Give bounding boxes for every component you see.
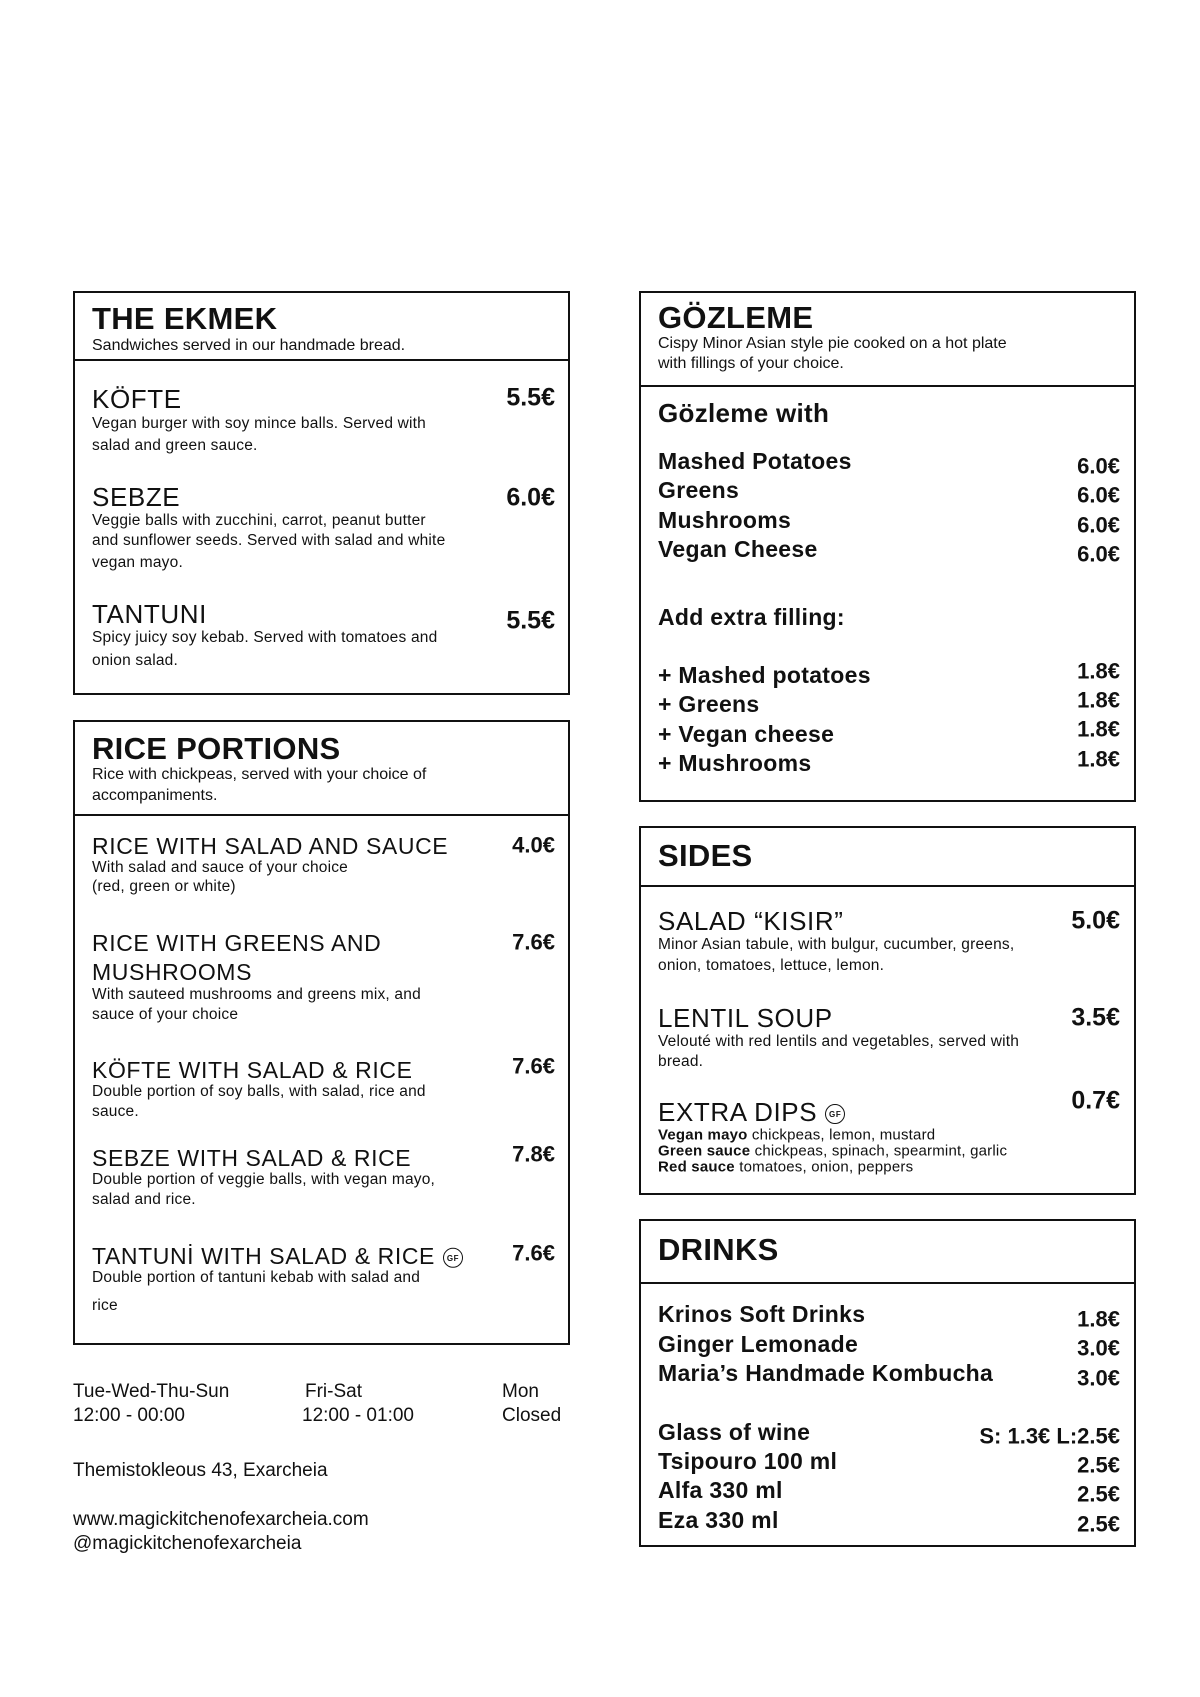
gluten-free-icon: GF bbox=[443, 1248, 463, 1268]
extra-price: 1.8€ bbox=[1077, 687, 1120, 713]
item-price: 5.5€ bbox=[506, 606, 555, 635]
drink-item: Krinos Soft Drinks bbox=[658, 1300, 866, 1327]
item-desc: Vegan burger with soy mince balls. Served with bbox=[92, 415, 427, 433]
section-subtitle: Sandwiches served in our handmade bread. bbox=[92, 336, 406, 354]
item-price: 5.5€ bbox=[506, 383, 555, 412]
drink-item: Eza 330 ml bbox=[658, 1506, 779, 1533]
item-desc: Double portion of tantuni kebab with salad and bbox=[92, 1269, 421, 1287]
item-name-text: EXTRA DIPS bbox=[658, 1097, 818, 1128]
item-desc: salad and green sauce. bbox=[92, 437, 258, 455]
hours-days: Mon bbox=[502, 1381, 539, 1403]
drink-price: 2.5€ bbox=[1077, 1481, 1120, 1507]
item-desc: onion, tomatoes, lettuce, lemon. bbox=[658, 957, 885, 975]
instagram-link[interactable]: @magickitchenofexarcheia bbox=[73, 1533, 302, 1555]
item-name: LENTIL SOUP bbox=[658, 1003, 833, 1034]
extra-item: + Mushrooms bbox=[658, 749, 812, 776]
item-name: SALAD “KISIR” bbox=[658, 906, 844, 937]
drink-item: Ginger Lemonade bbox=[658, 1330, 859, 1357]
item-desc: With salad and sauce of your choice bbox=[92, 859, 348, 877]
dip-line bbox=[658, 1158, 913, 1175]
item-name bbox=[92, 1243, 463, 1269]
address: Themistokleous 43, Exarcheia bbox=[73, 1460, 328, 1482]
section-title: SIDES bbox=[658, 838, 753, 874]
gluten-free-icon: GF bbox=[825, 1104, 845, 1124]
item-name: SEBZE bbox=[92, 482, 181, 513]
extra-filling-label: Add extra filling: bbox=[658, 603, 845, 630]
hours-days: Fri-Sat bbox=[305, 1381, 362, 1403]
item-price: 4.0€ bbox=[512, 832, 555, 858]
dip-text: chickpeas, spinach, spearmint, garlic bbox=[750, 1142, 1008, 1160]
divider bbox=[641, 1282, 1134, 1284]
dip-text: chickpeas, lemon, mustard bbox=[747, 1126, 936, 1144]
section-title: THE EKMEK bbox=[92, 301, 278, 337]
item-price: 7.6€ bbox=[512, 929, 555, 955]
website-link[interactable]: www.magickitchenofexarcheia.com bbox=[73, 1509, 369, 1531]
item-desc: Veggie balls with zucchini, carrot, peanut butter bbox=[92, 512, 426, 530]
section-subtitle: accompaniments. bbox=[92, 786, 218, 804]
dip-line bbox=[658, 1142, 1007, 1159]
drink-item: Glass of wine bbox=[658, 1418, 811, 1445]
gozleme-price: 6.0€ bbox=[1077, 482, 1120, 508]
section-subtitle: with fillings of your choice. bbox=[658, 354, 844, 372]
item-desc: onion salad. bbox=[92, 652, 178, 670]
dip-text: tomatoes, onion, peppers bbox=[734, 1158, 914, 1176]
section-subtitle: Rice with chickpeas, served with your choice of bbox=[92, 765, 427, 783]
item-price: 7.8€ bbox=[512, 1141, 555, 1167]
item-desc: and sunflower seeds. Served with salad and white bbox=[92, 532, 446, 550]
gozleme-item: Mashed Potatoes bbox=[658, 447, 852, 474]
item-desc: (red, green or white) bbox=[92, 878, 236, 896]
item-name bbox=[658, 1098, 845, 1128]
item-name-text: TANTUNİ WITH SALAD & RICE bbox=[92, 1242, 435, 1269]
divider bbox=[75, 814, 568, 816]
section-title: DRINKS bbox=[658, 1232, 779, 1268]
item-desc: vegan mayo. bbox=[92, 554, 183, 572]
gozleme-price: 6.0€ bbox=[1077, 541, 1120, 567]
item-name: KÖFTE bbox=[92, 384, 182, 415]
extra-price: 1.8€ bbox=[1077, 658, 1120, 684]
dip-label: Vegan mayo bbox=[658, 1126, 748, 1144]
gozleme-price: 6.0€ bbox=[1077, 512, 1120, 538]
item-desc: salad and rice. bbox=[92, 1191, 196, 1209]
section-subtitle: Cispy Minor Asian style pie cooked on a hot plate bbox=[658, 334, 1007, 352]
drink-item: Maria’s Handmade Kombucha bbox=[658, 1359, 994, 1386]
extra-item: + Mashed potatoes bbox=[658, 661, 871, 688]
dip-line bbox=[658, 1126, 935, 1143]
extra-item: + Vegan cheese bbox=[658, 720, 835, 747]
dip-label: Red sauce bbox=[658, 1158, 735, 1176]
item-name: KÖFTE WITH SALAD & RICE bbox=[92, 1056, 413, 1083]
item-desc: sauce. bbox=[92, 1103, 139, 1121]
item-desc: rice bbox=[92, 1297, 118, 1315]
item-price: 6.0€ bbox=[506, 483, 555, 512]
item-desc: Spicy juicy soy kebab. Served with tomatoes and bbox=[92, 629, 438, 647]
item-desc: Minor Asian tabule, with bulgur, cucumber, greens, bbox=[658, 936, 1015, 954]
section-title: GÖZLEME bbox=[658, 300, 814, 336]
drink-item: Tsipouro 100 ml bbox=[658, 1447, 838, 1474]
gozleme-item: Mushrooms bbox=[658, 506, 792, 533]
hours-time: 12:00 - 01:00 bbox=[302, 1405, 414, 1427]
drink-price: 2.5€ bbox=[1077, 1511, 1120, 1537]
item-desc: Velouté with red lentils and vegetables, served with bbox=[658, 1033, 1020, 1051]
divider bbox=[641, 885, 1134, 887]
item-name: MUSHROOMS bbox=[92, 958, 253, 985]
item-name: RICE WITH GREENS AND bbox=[92, 929, 382, 956]
gozleme-price: 6.0€ bbox=[1077, 453, 1120, 479]
hours-time: Closed bbox=[502, 1405, 562, 1427]
item-name: RICE WITH SALAD AND SAUCE bbox=[92, 832, 449, 859]
item-price: 7.6€ bbox=[512, 1053, 555, 1079]
extra-price: 1.8€ bbox=[1077, 746, 1120, 772]
divider bbox=[75, 359, 568, 361]
hours-days: Tue-Wed-Thu-Sun bbox=[73, 1381, 230, 1403]
drink-item: Alfa 330 ml bbox=[658, 1476, 783, 1503]
item-desc: With sauteed mushrooms and greens mix, and bbox=[92, 986, 421, 1004]
item-price: 5.0€ bbox=[1071, 906, 1120, 935]
item-price: 7.6€ bbox=[512, 1240, 555, 1266]
extra-price: 1.8€ bbox=[1077, 716, 1120, 742]
item-desc: Double portion of veggie balls, with vegan mayo, bbox=[92, 1171, 436, 1189]
drink-price: 3.0€ bbox=[1077, 1335, 1120, 1361]
divider bbox=[641, 385, 1134, 387]
section-title: RICE PORTIONS bbox=[92, 731, 341, 767]
extra-item: + Greens bbox=[658, 690, 760, 717]
item-desc: sauce of your choice bbox=[92, 1006, 239, 1024]
gozleme-with-label: Gözleme with bbox=[658, 398, 830, 429]
hours-time: 12:00 - 00:00 bbox=[73, 1405, 185, 1427]
item-name: TANTUNI bbox=[92, 599, 207, 630]
dip-label: Green sauce bbox=[658, 1142, 751, 1160]
item-name: SEBZE WITH SALAD & RICE bbox=[92, 1144, 412, 1171]
item-price: 3.5€ bbox=[1071, 1003, 1120, 1032]
drink-price: S: 1.3€ L:2.5€ bbox=[979, 1423, 1120, 1449]
item-desc: Double portion of soy balls, with salad, rice and bbox=[92, 1083, 426, 1101]
gozleme-item: Vegan Cheese bbox=[658, 535, 818, 562]
drink-price: 3.0€ bbox=[1077, 1365, 1120, 1391]
drink-price: 2.5€ bbox=[1077, 1452, 1120, 1478]
drink-price: 1.8€ bbox=[1077, 1306, 1120, 1332]
item-desc: bread. bbox=[658, 1053, 704, 1071]
item-price: 0.7€ bbox=[1071, 1086, 1120, 1115]
gozleme-item: Greens bbox=[658, 476, 740, 503]
